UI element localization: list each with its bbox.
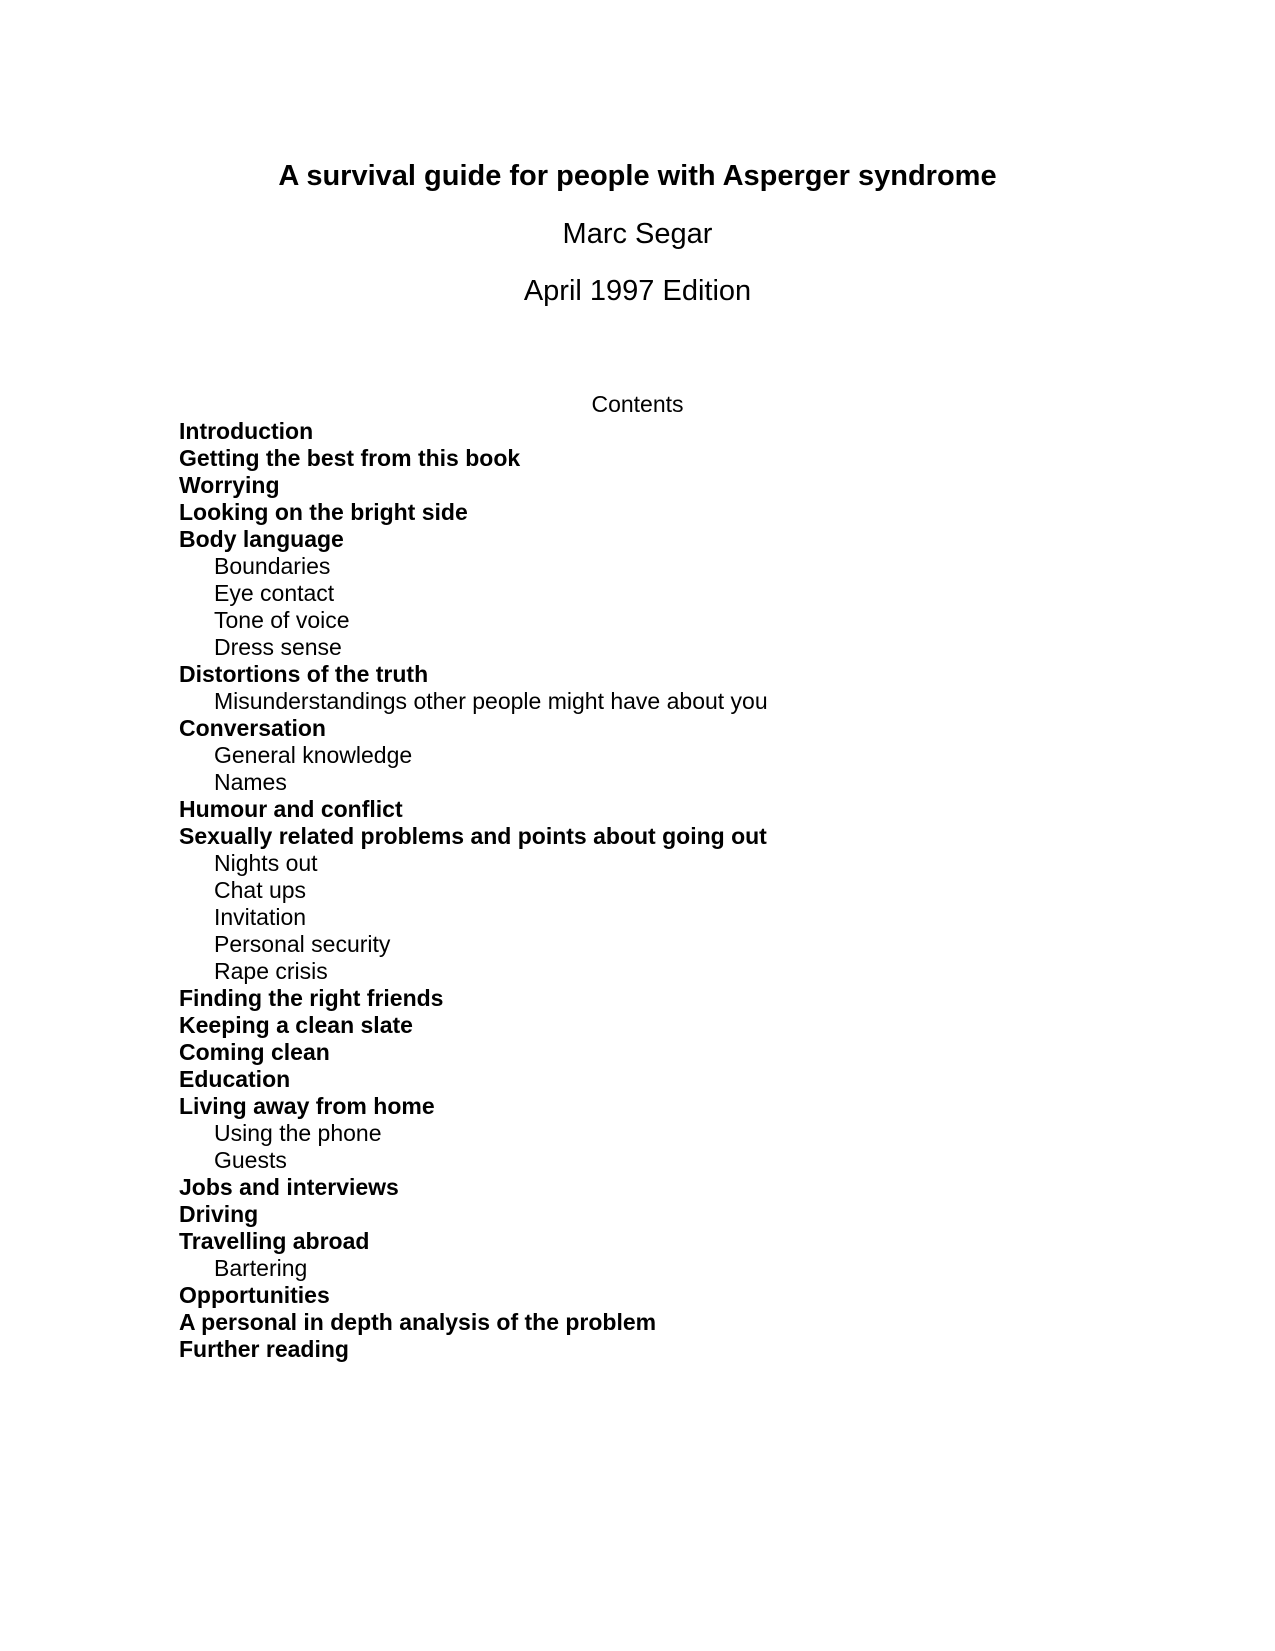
toc-section-entry: Misunderstandings other people might have about you bbox=[214, 688, 768, 714]
toc-chapter-entry: Finding the right friends bbox=[179, 985, 444, 1011]
toc-section-entry: Using the phone bbox=[214, 1120, 382, 1146]
document-title: A survival guide for people with Asperger syndrome bbox=[278, 160, 997, 192]
toc-section-entry: Nights out bbox=[214, 850, 318, 876]
toc-section-entry: Tone of voice bbox=[214, 607, 350, 633]
contents-heading: Contents bbox=[591, 391, 684, 417]
toc-chapter-entry: Keeping a clean slate bbox=[179, 1012, 413, 1038]
toc-section-entry: General knowledge bbox=[214, 742, 413, 768]
toc-chapter-entry: Introduction bbox=[179, 418, 314, 444]
toc-section-entry: Rape crisis bbox=[214, 958, 328, 984]
toc-chapter-entry: Worrying bbox=[179, 472, 280, 498]
toc-chapter-entry: Distortions of the truth bbox=[179, 661, 429, 687]
toc-chapter-entry: A personal in depth analysis of the problem bbox=[179, 1309, 657, 1335]
toc-chapter-entry: Further reading bbox=[179, 1336, 349, 1362]
document-author: Marc Segar bbox=[562, 218, 713, 250]
toc-section-entry: Names bbox=[214, 769, 287, 795]
toc-section-entry: Guests bbox=[214, 1147, 287, 1173]
toc-chapter-entry: Living away from home bbox=[179, 1093, 435, 1119]
toc-section-entry: Chat ups bbox=[214, 877, 307, 903]
toc-chapter-entry: Jobs and interviews bbox=[179, 1174, 399, 1200]
toc-chapter-entry: Conversation bbox=[179, 715, 326, 741]
toc-chapter-entry: Opportunities bbox=[179, 1282, 330, 1308]
document-edition: April 1997 Edition bbox=[523, 275, 752, 307]
toc-chapter-entry: Body language bbox=[179, 526, 344, 552]
toc-section-entry: Bartering bbox=[214, 1255, 308, 1281]
toc-section-entry: Dress sense bbox=[214, 634, 342, 660]
toc-chapter-entry: Looking on the bright side bbox=[179, 499, 468, 525]
toc-chapter-entry: Humour and conflict bbox=[179, 796, 403, 822]
table-of-contents bbox=[179, 418, 768, 1363]
toc-section-entry: Eye contact bbox=[214, 580, 335, 606]
toc-section-entry: Boundaries bbox=[214, 553, 331, 579]
toc-chapter-entry: Education bbox=[179, 1066, 291, 1092]
toc-chapter-entry: Driving bbox=[179, 1201, 259, 1227]
toc-section-entry: Personal security bbox=[214, 931, 391, 957]
toc-chapter-entry: Getting the best from this book bbox=[179, 445, 521, 471]
toc-section-entry: Invitation bbox=[214, 904, 307, 930]
toc-chapter-entry: Coming clean bbox=[179, 1039, 330, 1065]
toc-chapter-entry: Travelling abroad bbox=[179, 1228, 370, 1254]
toc-chapter-entry: Sexually related problems and points about going out bbox=[179, 823, 767, 849]
